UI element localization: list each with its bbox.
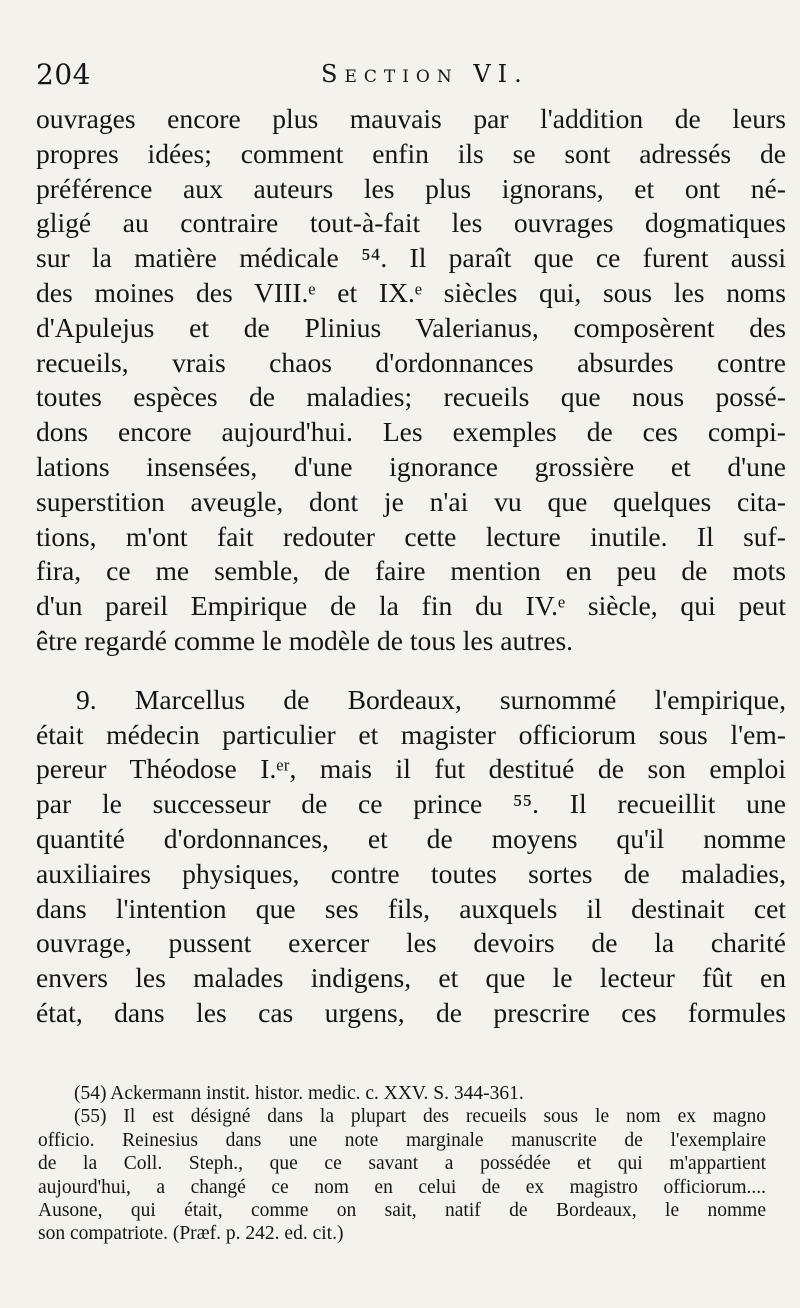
text-line: gligé au contraire tout-à-fait les ouvrages dogmatiques — [36, 207, 786, 239]
text-line: état, dans les cas urgens, de prescrire ces formules — [36, 996, 786, 1028]
text-line: des moines des VIII.ᵉ et IX.ᵉ siècles qui, sous les noms — [36, 276, 786, 308]
paragraph-gap — [36, 659, 786, 683]
page-number: 204 — [36, 58, 91, 91]
text-line: d'un pareil Empirique de la fin du IV.ᵉ siècle, qui peut — [36, 590, 786, 622]
footnote-line: officio. Reinesius dans une note marginale manuscrite de l'exemplaire — [38, 1129, 766, 1151]
text-line: tions, m'ont fait redouter cette lecture inutile. Il suf- — [36, 520, 786, 552]
paragraph-1 — [36, 102, 786, 659]
paragraph-2 — [36, 683, 786, 1031]
text-line: préférence aux auteurs les plus ignorans, et ont né- — [36, 172, 786, 204]
text-line: fira, ce me semble, de faire mention en peu de mots — [36, 555, 786, 587]
text-line: propres idées; comment enfin ils se sont adressés de — [36, 137, 786, 169]
text-line: dans l'intention que ses fils, auxquels il destinait cet — [36, 892, 786, 924]
text-line: superstition aveugle, dont je n'ai vu que quelques cita- — [36, 485, 786, 517]
text-line: lations insensées, d'une ignorance grossière et d'une — [36, 450, 786, 482]
footnote-55: (55) Il est désigné dans la plupart des recueils sous le nom ex magno — [74, 1106, 766, 1128]
running-head — [36, 58, 760, 102]
text-line: par le successeur de ce prince ⁵⁵. Il recueillit une — [36, 788, 786, 820]
text-line: auxiliaires physiques, contre toutes sortes de maladies, — [36, 857, 786, 889]
text-line: était médecin particulier et magister officiorum sous l'em- — [36, 718, 786, 750]
body-text — [36, 102, 786, 1031]
section-title: Section VI. — [321, 60, 529, 88]
text-line: ouvrages encore plus mauvais par l'addition de leurs — [36, 103, 786, 134]
footnote-54: (54) Ackermann instit. histor. medic. c. XXV. S. 344-361. — [74, 1083, 524, 1104]
footnote-line: Ausone, qui était, comme on sait, natif de Bordeaux, le nomme — [38, 1199, 766, 1221]
text-line: sur la matière médicale ⁵⁴. Il paraît que ce furent aussi — [36, 242, 786, 274]
text-line: 9. Marcellus de Bordeaux, surnommé l'empirique, — [76, 683, 786, 715]
text-line: d'Apulejus et de Plinius Valerianus, composèrent des — [36, 311, 786, 343]
text-line: ouvrage, pussent exercer les devoirs de la charité — [36, 927, 786, 959]
text-line: pereur Théodose I.ᵉʳ, mais il fut destitué de son emploi — [36, 753, 786, 785]
text-line: toutes espèces de maladies; recueils que nous possé- — [36, 381, 786, 413]
text-line: quantité d'ordonnances, et de moyens qu'il nomme — [36, 822, 786, 854]
footnotes — [38, 1082, 766, 1246]
text-line: être regardé comme le modèle de tous les autres. — [36, 624, 574, 656]
text-line: envers les malades indigens, et que le lecteur fût en — [36, 962, 786, 994]
footnote-line: aujourd'hui, a changé ce nom en celui de ex magistro officiorum.... — [38, 1176, 766, 1198]
text-line: recueils, vrais chaos d'ordonnances absurdes contre — [36, 346, 786, 378]
text-line: dons encore aujourd'hui. Les exemples de ces compi- — [36, 416, 786, 448]
footnote-line: son compatriote. (Præf. p. 242. ed. cit.) — [38, 1223, 344, 1245]
footnote-line: de la Coll. Steph., que ce savant a possédée et qui m'appartient — [38, 1153, 766, 1175]
